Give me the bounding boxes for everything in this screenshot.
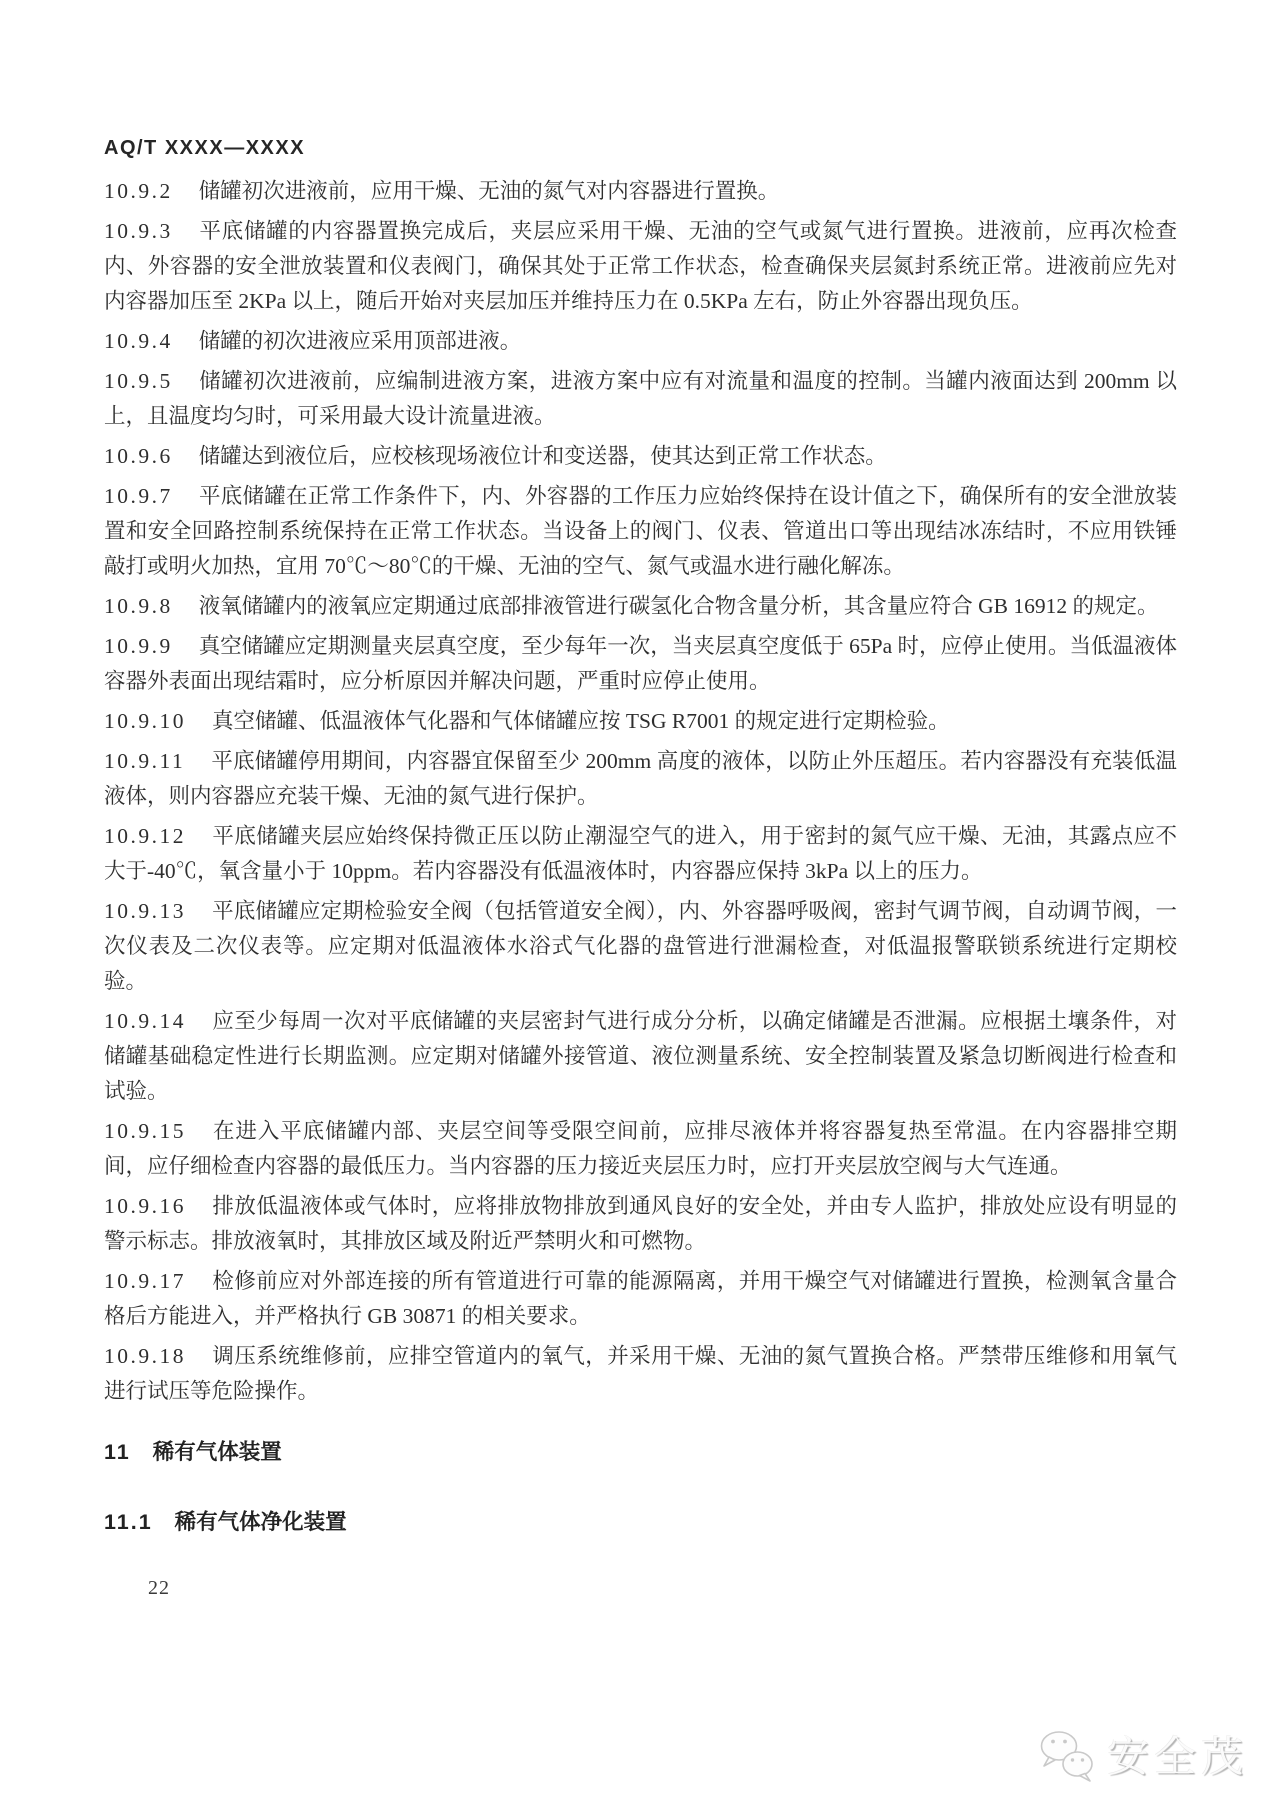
clause-text: 真空储罐应定期测量夹层真空度，至少每年一次，当夹层真空度低于 65Pa 时，应停止使用。当低温液体容器外表面出现结霜时，应分析原因并解决问题，严重时应停止使用。 [104, 634, 1178, 693]
clause-paragraph [104, 1189, 1177, 1259]
clause-paragraph [104, 744, 1177, 814]
clause-text: 平底储罐应定期检验安全阀（包括管道安全阀），内、外容器呼吸阀，密封气调节阀，自动调节阀，一次仪表及二次仪表等。应定期对低温液体水浴式气化器的盘管进行泄漏检查，对低温报警联锁系统进行定期校验。 [104, 899, 1177, 993]
clause-text: 平底储罐夹层应始终保持微正压以防止潮湿空气的进入，用于密封的氮气应干燥、无油，其露点应不大于-40℃，氧含量小于 10ppm。若内容器没有低温液体时，内容器应保持 3kPa 以上的压力。 [104, 824, 1177, 883]
clause-paragraph [104, 324, 1177, 359]
clause-number: 10.9.7 [104, 484, 173, 508]
clause-text: 储罐初次进液前，应用干燥、无油的氮气对内容器进行置换。 [198, 179, 780, 203]
clause-paragraph [104, 214, 1177, 319]
watermark-text: 安全茂 [1106, 1735, 1248, 1781]
section-heading-11 [104, 1437, 1177, 1467]
clause-paragraph [104, 1264, 1177, 1334]
clause-number: 10.9.5 [104, 369, 173, 393]
clause-paragraph [104, 819, 1177, 889]
clause-text: 储罐初次进液前，应编制进液方案，进液方案中应有对流量和温度的控制。当罐内液面达到 200mm 以上，且温度均匀时，可采用最大设计流量进液。 [104, 369, 1177, 428]
clause-paragraph [104, 589, 1177, 624]
clause-paragraph [104, 629, 1177, 699]
clause-number: 10.9.14 [104, 1009, 186, 1033]
clause-text: 储罐达到液位后，应校核现场液位计和变送器，使其达到正常工作状态。 [198, 444, 887, 468]
watermark [1035, 1727, 1248, 1789]
clause-text: 应至少每周一次对平底储罐的夹层密封气进行成分分析，以确定储罐是否泄漏。应根据土壤条件，对储罐基础稳定性进行长期监测。应定期对储罐外接管道、液位测量系统、安全控制装置及紧急切断阀进行检查和试验。 [104, 1009, 1177, 1103]
clause-number: 10.9.8 [104, 594, 173, 618]
clause-number: 10.9.12 [104, 824, 186, 848]
section-heading-11-1 [104, 1507, 1177, 1537]
clause-number: 10.9.3 [104, 219, 173, 243]
clause-paragraph [104, 174, 1177, 209]
section-number: 11 [104, 1440, 131, 1464]
clause-number: 10.9.18 [104, 1344, 186, 1368]
clause-text: 液氧储罐内的液氧应定期通过底部排液管进行碳氢化合物含量分析，其含量应符合 GB 16912 的规定。 [198, 594, 1159, 618]
clause-paragraph [104, 704, 1177, 739]
clause-text: 真空储罐、低温液体气化器和气体储罐应按 TSG R7001 的规定进行定期检验。 [212, 709, 950, 733]
clause-number: 10.9.16 [104, 1194, 186, 1218]
clause-number: 10.9.17 [104, 1269, 186, 1293]
clause-text: 排放低温液体或气体时，应将排放物排放到通风良好的安全处，并由专人监护，排放处应设有明显的警示标志。排放液氧时，其排放区域及附近严禁明火和可燃物。 [104, 1194, 1177, 1253]
clause-paragraph [104, 479, 1177, 584]
clause-list [104, 174, 1177, 1409]
clause-number: 10.9.10 [104, 709, 186, 733]
clause-paragraph [104, 1339, 1177, 1409]
page-number: 22 [148, 1577, 170, 1599]
clause-number: 10.9.13 [104, 899, 186, 923]
clause-paragraph [104, 364, 1177, 434]
clause-paragraph [104, 1114, 1177, 1184]
clause-text: 检修前应对外部连接的所有管道进行可靠的能源隔离，并用干燥空气对储罐进行置换，检测氧含量合格后方能进入，并严格执行 GB 30871 的相关要求。 [104, 1269, 1177, 1328]
clause-text: 调压系统维修前，应排空管道内的氧气，并采用干燥、无油的氮气置换合格。严禁带压维修和用氧气进行试压等危险操作。 [104, 1344, 1177, 1403]
wechat-icon [1035, 1727, 1099, 1789]
section-title: 稀有气体装置 [152, 1440, 282, 1464]
subsection-number: 11.1 [104, 1510, 153, 1534]
document-body [104, 174, 1177, 1600]
clause-paragraph [104, 1004, 1177, 1109]
clause-number: 10.9.4 [104, 329, 173, 353]
clause-number: 10.9.6 [104, 444, 173, 468]
clause-text: 在进入平底储罐内部、夹层空间等受限空间前，应排尽液体并将容器复热至常温。在内容器排空期间，应仔细检查内容器的最低压力。当内容器的压力接近夹层压力时，应打开夹层放空阀与大气连通。 [104, 1119, 1177, 1178]
clause-text: 平底储罐在正常工作条件下，内、外容器的工作压力应始终保持在设计值之下，确保所有的安全泄放装置和安全回路控制系统保持在正常工作状态。当设备上的阀门、仪表、管道出口等出现结冰冻结时，不应用铁锤敲打或明火加热，宜用 70℃～80℃的干燥、无油的空气、氮气或温水进行融化解冻。 [104, 484, 1177, 578]
clause-number: 10.9.11 [104, 749, 186, 773]
clause-paragraph [104, 894, 1177, 999]
clause-number: 10.9.15 [104, 1119, 186, 1143]
clause-text: 平底储罐停用期间，内容器宜保留至少 200mm 高度的液体，以防止外压超压。若内容器没有充装低温液体，则内容器应充装干燥、无油的氮气进行保护。 [104, 749, 1177, 808]
clause-number: 10.9.9 [104, 634, 173, 658]
doc-code-header: AQ/T XXXX—XXXX [104, 137, 306, 159]
subsection-title: 稀有气体净化装置 [174, 1510, 347, 1534]
clause-text: 平底储罐的内容器置换完成后，夹层应采用干燥、无油的空气或氮气进行置换。进液前，应再次检查内、外容器的安全泄放装置和仪表阀门，确保其处于正常工作状态，检查确保夹层氮封系统正常。进液前应先对内容器加压至 2KPa 以上，随后开始对夹层加压并维持压力在 0.5KPa 左右，防止外容器出现负压。 [104, 219, 1177, 313]
clause-paragraph [104, 439, 1177, 474]
clause-text: 储罐的初次进液应采用顶部进液。 [198, 329, 522, 353]
clause-number: 10.9.2 [104, 179, 173, 203]
